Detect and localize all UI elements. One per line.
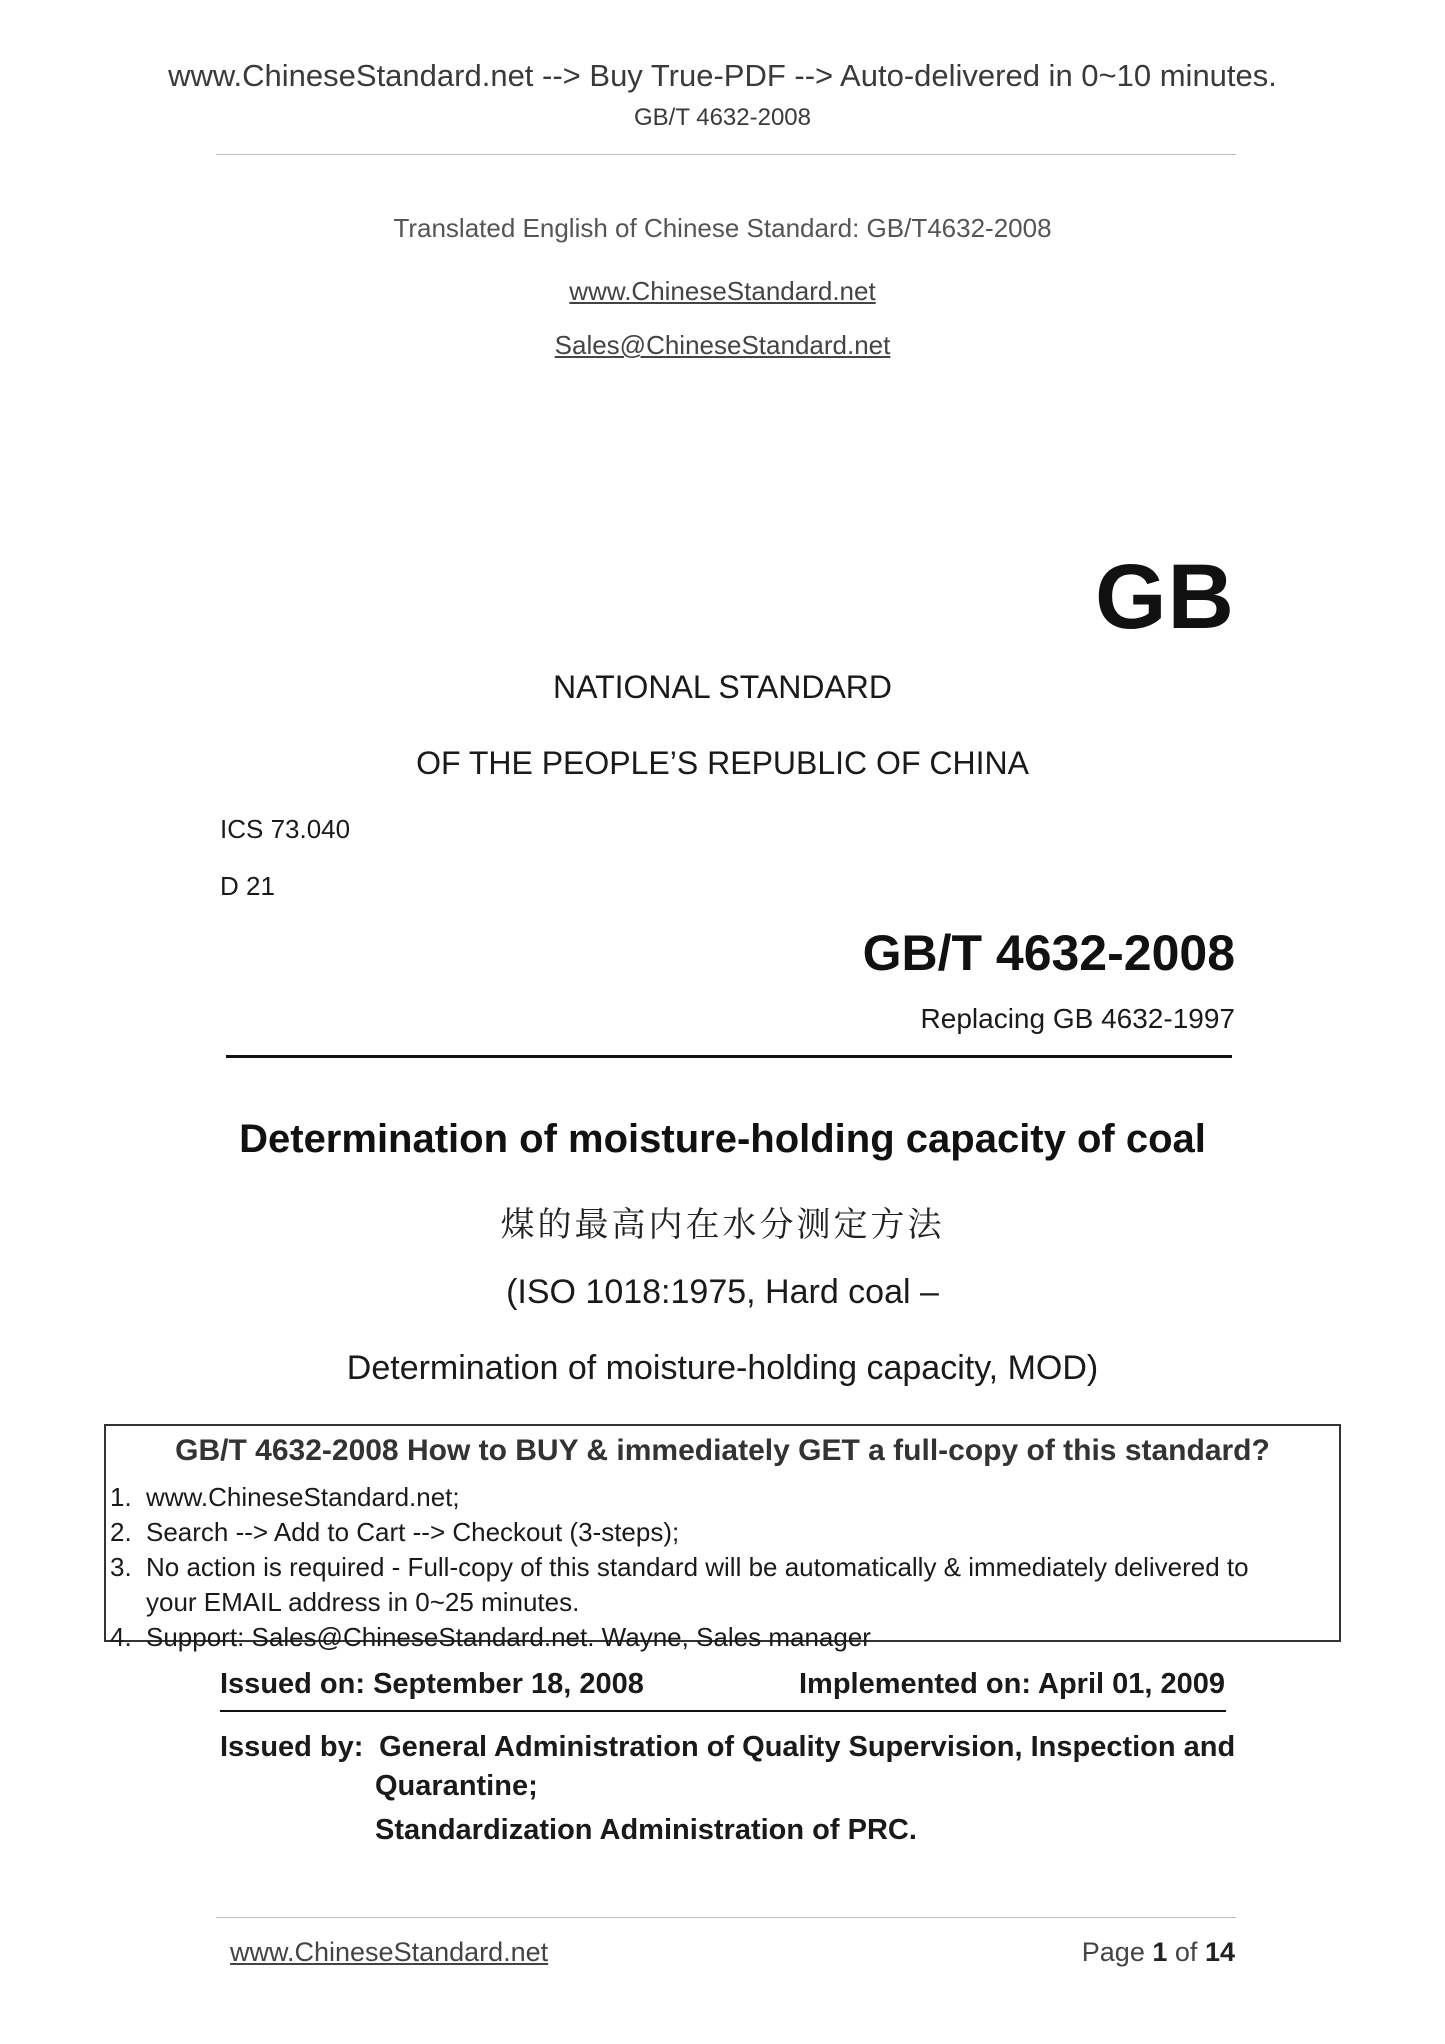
buy-step-number: 4. xyxy=(110,1622,132,1652)
document-title-chinese: 煤的最高内在水分测定方法 xyxy=(500,1205,945,1245)
footer-link-wrap xyxy=(230,1937,548,1968)
replacing-note: Replacing GB 4632-1997 xyxy=(920,1003,1235,1034)
issuer-line1: General Administration of Quality Supervision, Inspection and xyxy=(379,1731,1236,1763)
document-title: Determination of moisture-holding capacity of coal xyxy=(239,1117,1206,1161)
buy-step-number: 3. xyxy=(110,1552,132,1582)
footer-site-link[interactable]: www.ChineseStandard.net xyxy=(230,1937,549,1967)
page-prefix: Page xyxy=(1081,1937,1145,1967)
buy-step-number: 1. xyxy=(110,1482,132,1512)
issued-by-label: Issued by: xyxy=(220,1731,364,1763)
buy-step-text: your EMAIL address in 0~25 minutes. xyxy=(146,1587,580,1617)
gb-logo: GB xyxy=(1095,546,1235,648)
standard-number: GB/T 4632-2008 xyxy=(862,925,1235,981)
buy-step xyxy=(110,1552,1249,1583)
cover-divider xyxy=(226,1055,1232,1058)
buy-step-continued xyxy=(110,1587,579,1618)
iso-reference-line1: (ISO 1018:1975, Hard coal – xyxy=(506,1273,939,1311)
header-promo-line: www.ChineseStandard.net --> Buy True-PDF --> Auto-delivered in 0~10 minutes. xyxy=(168,58,1277,93)
issued-by-block xyxy=(220,1728,1240,1806)
implemented-on-date: Implemented on: April 01, 2009 xyxy=(799,1668,1225,1700)
sales-link-wrap xyxy=(0,330,1445,361)
buy-step-text: Search --> Add to Cart --> Checkout (3-steps); xyxy=(146,1517,680,1547)
buy-step xyxy=(110,1622,871,1653)
national-standard-heading: NATIONAL STANDARD xyxy=(553,669,892,705)
site-link[interactable]: www.ChineseStandard.net xyxy=(569,276,876,306)
issued-on-date: Issued on: September 18, 2008 xyxy=(220,1668,644,1700)
prc-heading: OF THE PEOPLE’S REPUBLIC OF CHINA xyxy=(416,745,1029,781)
issuer-line2: Quarantine; xyxy=(375,1770,538,1802)
footer-divider xyxy=(216,1917,1236,1918)
iso-reference-line2: Determination of moisture-holding capacity, MOD) xyxy=(346,1349,1099,1387)
page-total: 14 xyxy=(1204,1937,1235,1967)
issuer-line3: Standardization Administration of PRC. xyxy=(375,1814,917,1846)
header-standard-number: GB/T 4632-2008 xyxy=(633,104,811,131)
sales-email-link[interactable]: Sales@ChineseStandard.net xyxy=(554,330,891,360)
buy-instructions-box xyxy=(104,1424,1341,1652)
site-link-wrap xyxy=(0,276,1445,307)
ics-code: ICS 73.040 xyxy=(220,814,351,844)
buy-step xyxy=(110,1517,679,1548)
header-divider xyxy=(216,154,1236,155)
translated-notice: Translated English of Chinese Standard: GB/T4632-2008 xyxy=(393,213,1052,243)
buy-step-text: www.ChineseStandard.net; xyxy=(146,1482,460,1512)
buy-step-text: No action is required - Full-copy of this standard will be automatically & immediately delivered to xyxy=(146,1552,1249,1582)
page-current: 1 xyxy=(1152,1937,1168,1967)
buy-box-title: GB/T 4632-2008 How to BUY & immediately GET a full-copy of this standard? xyxy=(175,1434,1270,1467)
d-code: D 21 xyxy=(220,871,275,901)
buy-step xyxy=(110,1482,460,1513)
buy-step-number: 2. xyxy=(110,1517,132,1547)
buy-step-text: Support: Sales@ChineseStandard.net. Wayne, Sales manager xyxy=(146,1622,871,1652)
page-number xyxy=(1082,1937,1235,1968)
page-of: of xyxy=(1174,1937,1198,1967)
dates-divider xyxy=(220,1710,1226,1712)
